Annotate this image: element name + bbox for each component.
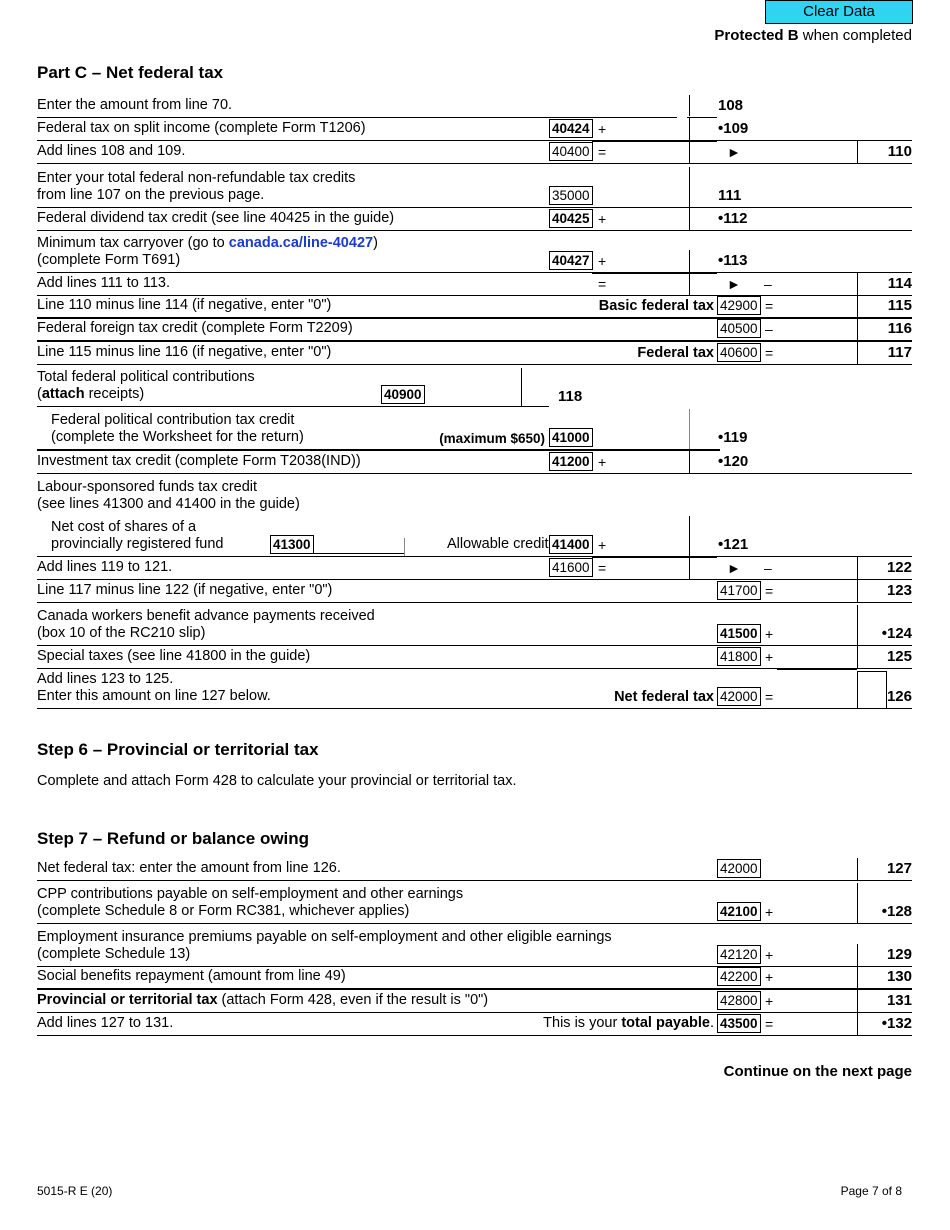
operator: + — [598, 537, 607, 553]
line-number: 116 — [887, 320, 912, 337]
line-130-text: Social benefits repayment (amount from line 49) — [37, 968, 346, 984]
line-129-row — [37, 924, 912, 967]
total-payable-label — [543, 1015, 714, 1032]
operator: + — [765, 626, 774, 642]
line-number: 125 — [886, 648, 912, 665]
line-110-row — [37, 141, 912, 164]
line-125-text: Special taxes (see line 41800 in the guide) — [37, 648, 311, 664]
line-113-row — [37, 231, 912, 273]
divider — [689, 141, 690, 163]
divider — [857, 141, 858, 163]
line-127-text: Net federal tax: enter the amount from line 126. — [37, 860, 341, 876]
line-number: 114 — [887, 275, 912, 292]
divider — [689, 516, 690, 556]
line-number: 108 — [718, 97, 744, 114]
divider — [689, 273, 690, 295]
line-number: 111 — [718, 187, 742, 204]
maximum-label: (maximum $650) — [439, 431, 545, 446]
line-121-row — [37, 474, 912, 557]
divider — [857, 557, 858, 579]
text: (attach Form 428, even if the result is "0") — [217, 992, 489, 1008]
field-code: 41000 — [549, 428, 593, 447]
field-code: 41700 — [717, 581, 761, 600]
field-code: 41600 — [549, 558, 593, 577]
line-number: •132 — [881, 1015, 912, 1032]
text: receipts) — [84, 386, 145, 402]
form-number: 5015-R E (20) — [37, 1184, 113, 1198]
line-number: •119 — [718, 429, 748, 446]
text: Minimum tax carryover (go to — [37, 235, 229, 251]
divider — [689, 451, 690, 473]
arrow-icon: ► — [727, 144, 741, 160]
operator: – — [764, 560, 772, 576]
divider — [857, 646, 858, 668]
divider — [857, 342, 858, 364]
line-115-text: Line 110 minus line 114 (if negative, enter "0") — [37, 297, 332, 313]
line-125-row — [37, 646, 912, 669]
line-number: 123 — [886, 582, 912, 599]
line-111-text-2: from line 107 on the previous page. — [37, 187, 265, 203]
line-122-text: Add lines 119 to 121. — [37, 559, 173, 575]
divider — [857, 580, 858, 602]
line-123-text: Line 117 minus line 122 (if negative, enter "0") — [37, 582, 333, 598]
line-113-text — [37, 235, 378, 252]
line-number: 129 — [886, 946, 912, 963]
field-code: 41200 — [549, 452, 593, 471]
divider — [689, 208, 690, 230]
line-124-text: Canada workers benefit advance payments received — [37, 608, 375, 624]
line-117-row — [37, 342, 912, 365]
operator: – — [764, 276, 772, 292]
divider — [857, 883, 858, 923]
step-6-text: Complete and attach Form 428 to calculate your provincial or territorial tax. — [37, 773, 517, 789]
step-6-title: Step 6 – Provincial or territorial tax — [37, 740, 319, 759]
line-number: 126 — [886, 688, 912, 705]
line-109-row — [37, 118, 912, 141]
field-code: 40427 — [549, 251, 593, 270]
divider — [857, 990, 858, 1012]
divider — [857, 1013, 858, 1035]
line-130-row — [37, 967, 912, 990]
field-code: 41500 — [717, 624, 761, 643]
line-121-text-2: (see lines 41300 and 41400 in the guide) — [37, 496, 300, 512]
operator: = — [598, 560, 607, 576]
line-number: 118 — [558, 388, 583, 405]
line-111-text: Enter your total federal non-refundable tax credits — [37, 170, 356, 186]
line-108-text: Enter the amount from line 70. — [37, 97, 233, 113]
canada-link[interactable]: canada.ca/line-40427 — [228, 235, 374, 251]
arrow-icon: ► — [727, 560, 741, 576]
field-code: 35000 — [549, 186, 593, 205]
line-127-row — [37, 858, 912, 881]
divider — [857, 858, 858, 880]
line-129-text-2: (complete Schedule 13) — [37, 946, 191, 962]
divider — [857, 966, 858, 988]
line-131-row — [37, 990, 912, 1013]
operator: = — [765, 583, 774, 599]
field-code: 41300 — [270, 535, 314, 554]
field-code: 41400 — [549, 535, 593, 554]
operator: + — [598, 454, 607, 470]
line-number: 110 — [887, 143, 912, 160]
operator: = — [598, 276, 607, 292]
step-7-title: Step 7 – Refund or balance owing — [37, 829, 310, 848]
field-code: 43500 — [717, 1014, 761, 1033]
line-114-text: Add lines 111 to 113. — [37, 275, 171, 291]
line-126-text: Add lines 123 to 125. — [37, 671, 174, 687]
operator: = — [765, 345, 774, 361]
operator: + — [765, 947, 774, 963]
allowable-credit-label: Allowable credit — [447, 536, 549, 552]
line-number: •109 — [718, 120, 749, 137]
field-code: 40400 — [549, 142, 593, 161]
net-federal-tax-label: Net federal tax — [614, 689, 714, 705]
line-128-text: CPP contributions payable on self-employment and other earnings — [37, 886, 464, 902]
field-code: 42200 — [717, 967, 761, 986]
operator: = — [765, 298, 774, 314]
line-119-text-2: (complete the Worksheet for the return) — [51, 429, 304, 445]
operator: = — [765, 1016, 774, 1032]
protected-suffix: when completed — [798, 27, 912, 44]
line-116-text: Federal foreign tax credit (complete Form T2209) — [37, 320, 353, 336]
line-number: 130 — [886, 968, 912, 985]
line-115-row — [37, 296, 912, 319]
clear-data-button[interactable]: Clear Data — [765, 0, 913, 24]
line-number: •112 — [718, 210, 748, 227]
line-123-row — [37, 580, 912, 603]
line-number: •113 — [718, 252, 748, 269]
field-code: 42000 — [717, 687, 761, 706]
net-cost-input[interactable] — [314, 553, 404, 554]
line-113-text-2: (complete Form T691) — [37, 252, 181, 268]
field-code: 42800 — [717, 991, 761, 1010]
line-number: •124 — [881, 625, 912, 642]
bold-text: Provincial or territorial tax — [37, 992, 218, 1008]
line-126-text-2: Enter this amount on line 127 below. — [37, 688, 271, 704]
arrow-icon: ► — [727, 276, 741, 292]
line-111-row — [37, 164, 912, 208]
line-number: •120 — [718, 453, 749, 470]
divider — [404, 538, 405, 556]
divider — [857, 295, 858, 317]
field-code: 40425 — [549, 209, 593, 228]
line-124-row — [37, 603, 912, 646]
line-number: •128 — [881, 903, 912, 920]
protected-label: Protected B — [714, 27, 799, 44]
line-110-text: Add lines 108 and 109. — [37, 143, 186, 159]
net-federal-tax-input[interactable] — [857, 671, 887, 708]
line-112-text: Federal dividend tax credit (see line 40425 in the guide) — [37, 210, 395, 226]
federal-tax-label: Federal tax — [637, 345, 714, 361]
divider — [689, 95, 690, 117]
line-number: 117 — [887, 344, 912, 361]
net-cost-text: Net cost of shares of a — [51, 519, 197, 535]
line-114-row — [37, 273, 912, 296]
line-116-row — [37, 319, 912, 342]
divider — [689, 167, 690, 207]
line-124-text-2: (box 10 of the RC210 slip) — [37, 625, 206, 641]
line-132-text: Add lines 127 to 131. — [37, 1015, 174, 1031]
line-118-row — [37, 365, 549, 407]
line-number: •121 — [718, 536, 749, 553]
part-c-title: Part C – Net federal tax — [37, 63, 224, 82]
line-118-text-2: (attach receipts) — [37, 386, 145, 402]
field-code: 42100 — [717, 902, 761, 921]
operator: + — [598, 253, 607, 269]
operator: = — [598, 144, 607, 160]
field-code: 41800 — [717, 647, 761, 666]
bold-text: total payable — [621, 1015, 710, 1031]
operator: + — [598, 121, 607, 137]
line-121-text: Labour-sponsored funds tax credit — [37, 479, 258, 495]
field-code: 40600 — [717, 343, 761, 362]
line-126-row — [37, 669, 912, 709]
field-code: 40424 — [549, 119, 593, 138]
divider — [689, 250, 690, 272]
line-131-text — [37, 992, 488, 1009]
line-129-text: Employment insurance premiums payable on self-employment and other eligible earnings — [37, 929, 612, 945]
attach-bold: attach — [41, 386, 85, 402]
line-108-row — [37, 95, 912, 118]
divider — [689, 409, 690, 449]
text: . — [709, 1015, 714, 1031]
amount-input[interactable] — [755, 141, 892, 163]
operator: + — [765, 649, 774, 665]
line-number: 131 — [886, 992, 912, 1009]
operator: = — [765, 689, 774, 705]
field-code: 42120 — [717, 945, 761, 964]
field-code: 42000 — [717, 859, 761, 878]
line-119-text: Federal political contribution tax credit — [51, 412, 295, 428]
divider — [689, 557, 690, 579]
page-number: Page 7 of 8 — [840, 1184, 902, 1198]
line-128-text-2: (complete Schedule 8 or Form RC381, whichever applies) — [37, 903, 410, 919]
line-112-row — [37, 208, 912, 231]
protected-notice — [714, 27, 912, 44]
divider — [689, 118, 690, 140]
line-number: 122 — [886, 559, 912, 576]
divider — [857, 605, 858, 645]
operator: + — [598, 211, 607, 227]
line-118-text: Total federal political contributions — [37, 369, 255, 385]
operator: + — [765, 969, 774, 985]
operator: + — [765, 993, 774, 1009]
field-code: 42900 — [717, 296, 761, 315]
line-119-row — [37, 408, 912, 451]
text: ) — [373, 235, 378, 251]
continue-notice: Continue on the next page — [723, 1063, 912, 1080]
field-code: 40900 — [381, 385, 425, 404]
line-132-row — [37, 1013, 912, 1036]
net-cost-text-2: provincially registered fund — [51, 536, 224, 552]
field-code: 40500 — [717, 319, 761, 338]
line-117-text: Line 115 minus line 116 (if negative, enter "0") — [37, 344, 332, 360]
text: This is your — [543, 1015, 622, 1031]
line-120-row — [37, 451, 912, 474]
line-109-text: Federal tax on split income (complete Form T1206) — [37, 120, 366, 136]
line-128-row — [37, 881, 912, 924]
line-122-row — [37, 557, 912, 580]
divider — [857, 273, 858, 295]
divider — [521, 368, 522, 406]
divider — [857, 318, 858, 340]
operator: – — [765, 321, 773, 337]
line-number: 115 — [887, 297, 912, 314]
operator: + — [765, 904, 774, 920]
divider — [857, 944, 858, 966]
line-120-text: Investment tax credit (complete Form T2038(IND)) — [37, 453, 361, 469]
line-number: 127 — [886, 860, 912, 877]
basic-federal-tax-label: Basic federal tax — [598, 298, 714, 314]
